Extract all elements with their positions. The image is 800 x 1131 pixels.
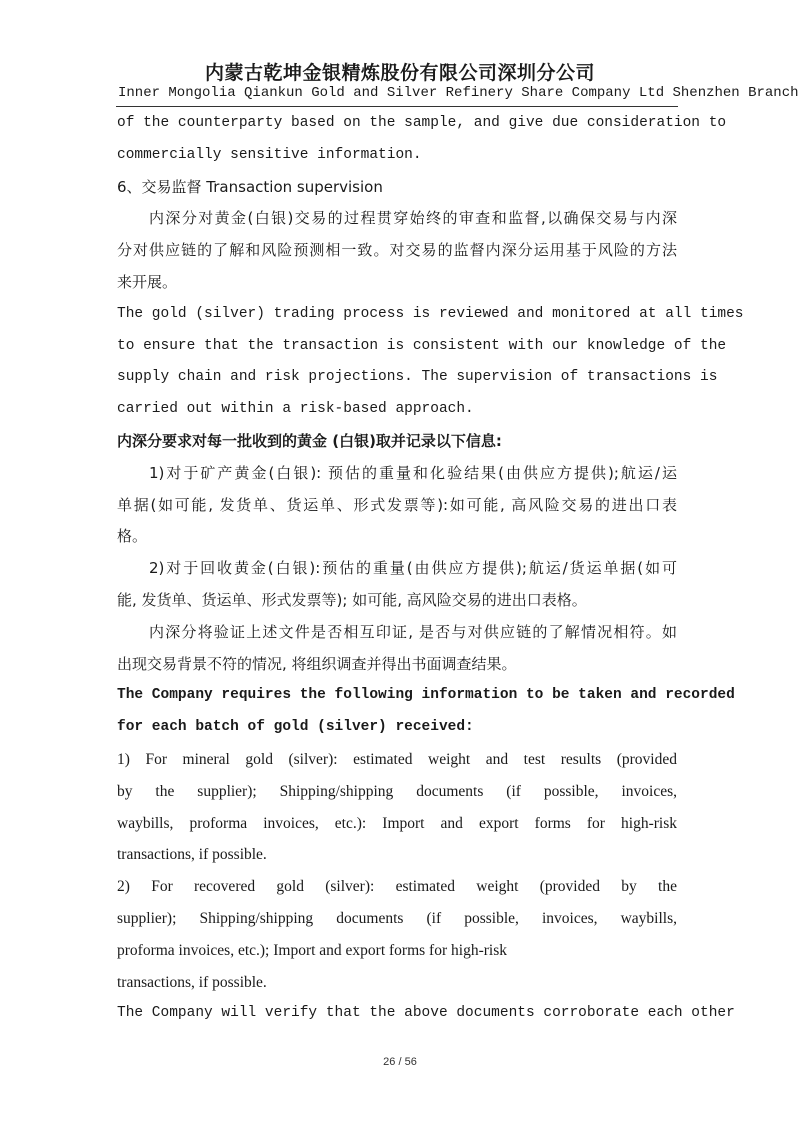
body-line: 2) For recovered gold (silver): estimated weight (provided by the: [117, 878, 677, 896]
body-line: 格。: [117, 527, 148, 546]
body-line: The Company will verify that the above documents corroborate each other: [117, 1005, 735, 1022]
body-line: of the counterparty based on the sample, and give due consideration to: [117, 115, 727, 131]
body-line-bold: The Company requires the following information to be taken and recorded: [117, 687, 735, 704]
header-divider: [116, 106, 678, 107]
body-line: by the supplier); Shipping/shipping documents (if possible, invoices,: [117, 782, 677, 800]
body-line: 能, 发货单、货运单、形式发票等); 如可能, 高风险交易的进出口表格。: [117, 590, 587, 609]
body-line: 内深分对黄金(白银)交易的过程贯穿始终的审查和监督,以确保交易与内深: [149, 209, 677, 228]
body-line: 2)对于回收黄金(白银):预估的重量(由供应方提供);航运/货运单据(如可: [149, 559, 677, 578]
body-line: proforma invoices, etc.); Import and export forms for high-risk: [117, 941, 507, 959]
body-line: transactions, if possible.: [117, 973, 267, 991]
body-line: commercially sensitive information.: [117, 146, 422, 163]
body-line-bold: for each batch of gold (silver) received:: [117, 719, 474, 736]
body-line: 出现交易背景不符的情况, 将组织调查并得出书面调查结果。: [117, 654, 517, 673]
body-line-bold: 内深分要求对每一批收到的黄金 (白银)取并记录以下信息:: [117, 431, 502, 450]
body-line: transactions, if possible.: [117, 846, 267, 864]
body-line: carried out within a risk-based approach.: [117, 401, 474, 418]
body-line: 内深分将验证上述文件是否相互印证, 是否与对供应链的了解情况相符。如: [149, 622, 677, 641]
page-number: 26 / 56: [383, 1056, 417, 1068]
body-line: to ensure that the transaction is consistent with our knowledge of the: [117, 337, 727, 354]
body-line: 单据(如可能, 发货单、货运单、形式发票等):如可能, 高风险交易的进出口表: [117, 495, 677, 514]
header-title-cn: 内蒙古乾坤金银精炼股份有限公司深圳分公司: [204, 62, 595, 84]
body-line: The gold (silver) trading process is reviewed and monitored at all times: [117, 305, 744, 322]
body-line: waybills, proforma invoices, etc.): Import and export forms for high-risk: [117, 814, 677, 832]
body-line: 来开展。: [117, 272, 178, 291]
document-body: [117, 108, 744, 1030]
body-line: 1)对于矿产黄金(白银): 预估的重量和化验结果(由供应方提供);航运/运: [149, 463, 677, 482]
body-line: 分对供应链的了解和风险预测相一致。对交易的监督内深分运用基于风险的方法: [117, 241, 677, 260]
body-line: supply chain and risk projections. The supervision of transactions is: [117, 369, 718, 386]
body-line: supplier); Shipping/shipping documents (if possible, invoices, waybills,: [117, 909, 677, 927]
body-line: 1) For mineral gold (silver): estimated weight and test results (provided: [117, 750, 677, 768]
header-title-en: Inner Mongolia Qiankun Gold and Silver Refinery Share Company Ltd Shenzhen Branch: [118, 85, 799, 101]
section-heading: 6、交易监督 Transaction supervision: [117, 177, 383, 196]
